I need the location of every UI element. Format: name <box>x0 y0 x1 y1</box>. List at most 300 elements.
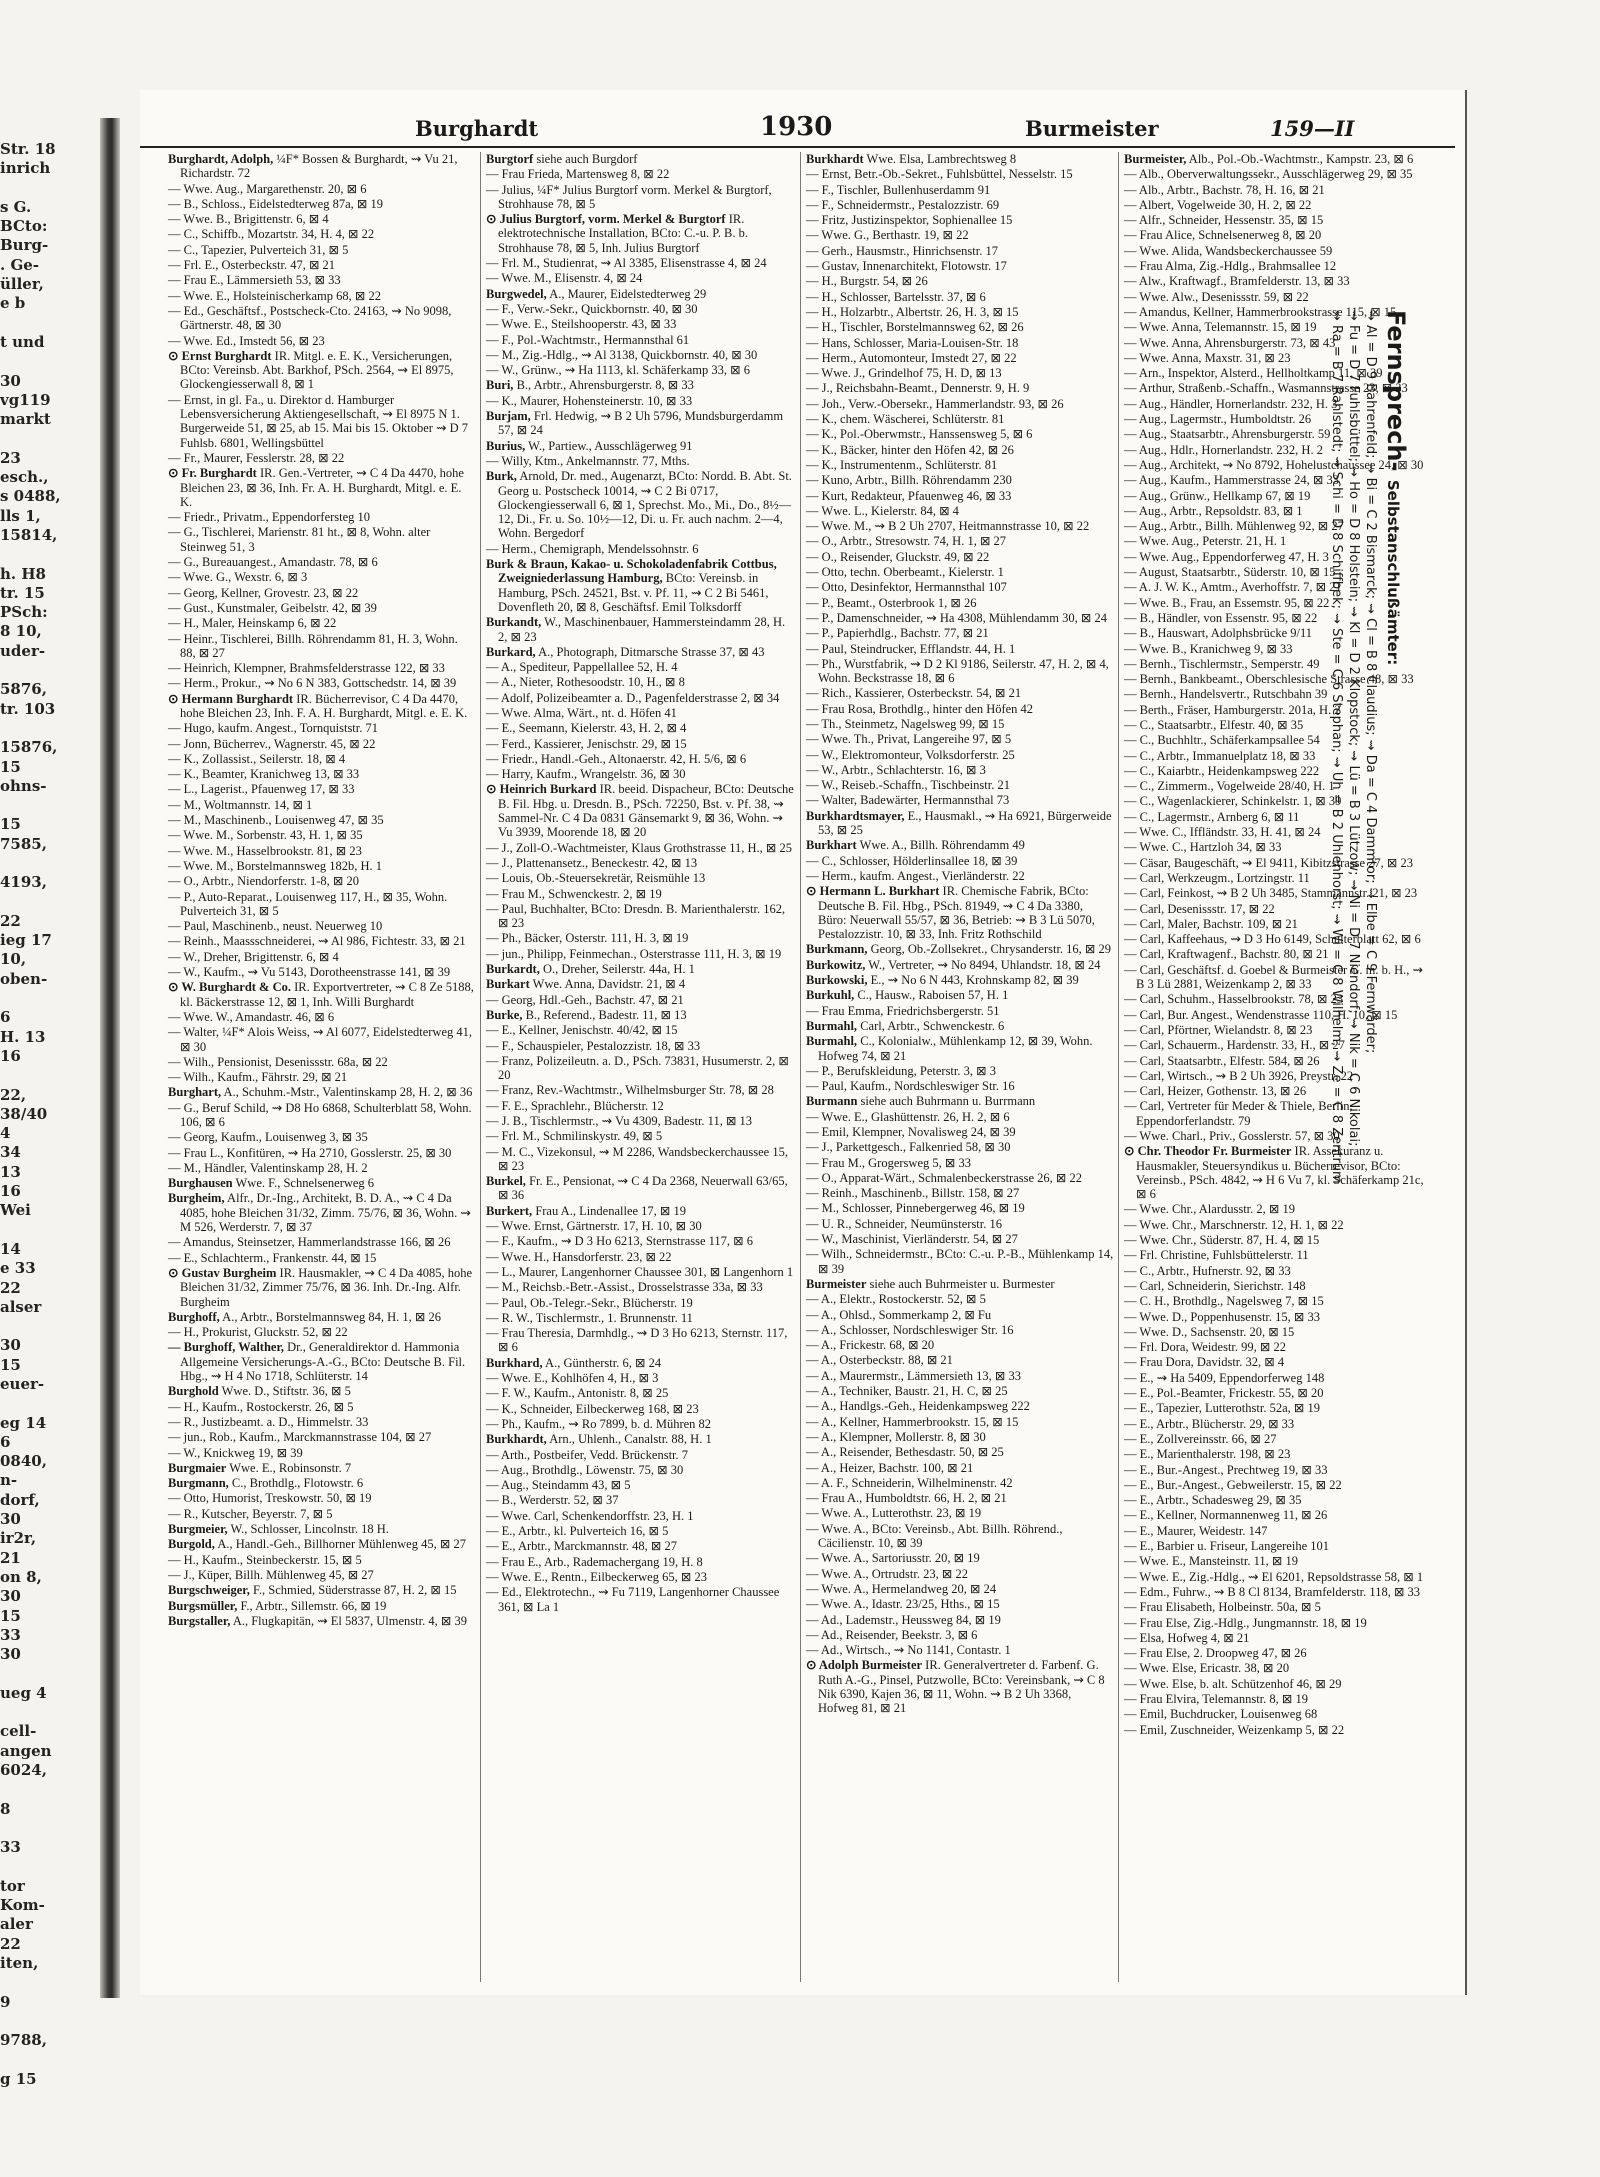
entry-details: — Fr., Maurer, Fesslerstr. 28, ⊠ 22 <box>168 450 345 465</box>
directory-entry <box>806 443 1114 457</box>
prev-page-fragment: 8 <box>0 1799 11 1818</box>
directory-entry <box>806 305 1114 319</box>
entry-details: C., Hausw., Raboisen 57, H. 1 <box>854 988 1009 1003</box>
entry-details: — Wwe. J., Grindelhof 75, H. D, ⊠ 13 <box>806 366 1002 381</box>
directory-entry <box>806 1430 1114 1444</box>
directory-entry <box>486 212 796 255</box>
directory-entry <box>806 1034 1114 1063</box>
entry-details: — E., ⇝ Ha 5409, Eppendorferweg 148 <box>1124 1370 1325 1385</box>
entry-name: Burgmann, <box>168 1476 229 1491</box>
entry-details: — C., Arbtr., Immanuelplatz 18, ⊠ 33 <box>1124 748 1316 763</box>
entry-details: C., Kolonialw., Mühlenkamp 12, ⊠ 39, Wohn. Hofweg 74, ⊠ 21 <box>818 1034 1093 1063</box>
directory-entry <box>1124 274 1434 288</box>
entry-details: — Wwe. E., Steilshooperstr. 43, ⊠ 33 <box>486 317 677 332</box>
directory-entry <box>806 565 1114 579</box>
entry-name: ⊙ Adolph Burmeister <box>806 1658 923 1673</box>
prev-page-fragment: e b <box>0 294 26 313</box>
prev-page-fragment: 30 <box>0 371 21 390</box>
prev-page-fragment: 10, <box>0 950 27 969</box>
previous-page-edge <box>0 140 96 2088</box>
entry-details: — A., Maurermstr., Lämmersieth 13, ⊠ 33 <box>806 1368 1021 1383</box>
entry-details: — M., Woltmannstr. 14, ⊠ 1 <box>168 797 313 812</box>
prev-page-fragment: ohns- <box>0 776 47 795</box>
prev-page-fragment: s 0488, <box>0 487 61 506</box>
entry-details: — B., Hauswart, Adolphsbrücke 9/11 <box>1124 626 1313 641</box>
directory-entry <box>1124 1616 1434 1630</box>
directory-entry <box>168 737 476 751</box>
entry-details: — J. B., Tischlermstr., ⇝ Vu 4309, Badestr. 11, ⊠ 13 <box>486 1114 753 1128</box>
entry-details: A., Flugkapitän, ⇝ El 5837, Ulmenstr. 4, ⊠ 39 <box>230 1613 467 1628</box>
directory-entry <box>168 1266 476 1309</box>
entry-details: Arn., Uhlenh., Canalstr. 88, H. 1 <box>546 1432 712 1447</box>
entry-details: — Carl, Schauerm., Hardenstr. 33, H., ⊠ 27 <box>1124 1038 1345 1053</box>
entry-details: — Wwe. B., Brigittenstr. 6, ⊠ 4 <box>168 212 329 227</box>
directory-entry <box>486 1234 796 1248</box>
prev-page-fragment <box>0 989 96 1008</box>
entry-name: ⊙ Ernst Burghardt <box>168 348 272 363</box>
directory-entry <box>806 198 1114 212</box>
directory-entry <box>486 1296 796 1310</box>
entry-details: Wwe. Anna, Davidstr. 21, ⊠ 4 <box>529 977 686 992</box>
entry-details: — A., Schlosser, Nordschleswiger Str. 16 <box>806 1322 1014 1337</box>
entry-details: — Wwe. W., Amandastr. 46, ⊠ 6 <box>168 1009 335 1024</box>
directory-entry <box>168 349 476 392</box>
entry-name: ⊙ Heinrich Burkard <box>486 782 597 797</box>
directory-entry <box>486 1417 796 1431</box>
directory-entry <box>486 1083 796 1097</box>
directory-entry <box>168 258 476 272</box>
directory-entry <box>486 767 796 781</box>
entry-details: — Wwe. M., Borstelmannsweg 182b, H. 1 <box>168 858 382 873</box>
prev-page-fragment: tr. 15 <box>0 583 45 602</box>
entry-name: Burkardt, <box>486 962 540 977</box>
entry-details: — F. W., Kaufm., Antonistr. 8, ⊠ 25 <box>486 1386 669 1401</box>
entry-details: Alfr., Dr.-Ing., Architekt, B. D. A., ⇝ C 4 Da 4085, hohe Bleichen 31/32, Zimm. 75/76, ⊠ 36, Wohn. ⇝ M 526, Werderstr. 7, ⊠ 37 <box>180 1191 471 1235</box>
entry-details: — Frau Dora, Davidstr. 32, ⊠ 4 <box>1124 1355 1285 1370</box>
directory-entry <box>168 1130 476 1144</box>
entry-details: — Friedr., Handl.-Geh., Altonaerstr. 42, H. 5/6, ⊠ 6 <box>486 751 747 766</box>
entry-details: — E., Schlachterm., Frankenstr. 44, ⊠ 15 <box>168 1250 377 1265</box>
directory-entry <box>806 1277 1114 1291</box>
directory-entry <box>806 1399 1114 1413</box>
directory-entry <box>806 1491 1114 1505</box>
directory-entry <box>806 167 1114 181</box>
prev-page-fragment: Burg- <box>0 236 49 255</box>
entry-details: W., Maschinenbauer, Hammersteindamm 28, H. 2, ⊠ 23 <box>498 615 786 644</box>
directory-entry <box>486 737 796 751</box>
directory-entry <box>806 244 1114 258</box>
directory-entry <box>486 1054 796 1083</box>
directory-entry <box>168 212 476 226</box>
entry-details: — H., Prokurist, Gluckstr. 52, ⊠ 22 <box>168 1325 348 1340</box>
entry-details: IR. Bücherrevisor, C 4 Da 4470, hohe Bleichen 23, Inh. F. A. H. Burghardt, Mitgl. e. E. K. <box>180 691 468 720</box>
legend-row: ⇝ Al = D 9 Bahrenfeld; ⇝ Bi = C 2 Bismarck; ⇝ Cl = B 8 Claudius; ⇝ Da = C 4 Dammtor; ⇝ Elbe = C 9 Fernwärder; <box>1363 310 1378 1054</box>
entry-name: Burgmaier <box>168 1460 227 1475</box>
entry-details: — W., Elektromonteur, Volksdorferstr. 25 <box>806 747 1015 762</box>
directory-entry <box>486 962 796 976</box>
entry-details: — Frau Elvira, Telemannstr. 8, ⊠ 19 <box>1124 1691 1308 1706</box>
directory-entry <box>1124 1447 1434 1461</box>
entry-details: — J., Küper, Billh. Mühlenweg 45, ⊠ 27 <box>168 1567 374 1582</box>
directory-entry <box>806 336 1114 350</box>
prev-page-fragment: 22 <box>0 911 21 930</box>
prev-page-fragment: alser <box>0 1297 42 1316</box>
directory-entry <box>806 1551 1114 1565</box>
prev-page-fragment: inrich <box>0 159 51 178</box>
entry-details: — F., Pol.-Wachtmstr., Hermannsthal 61 <box>486 332 690 347</box>
entry-name: Burghold <box>168 1384 219 1399</box>
directory-entry <box>1124 1478 1434 1492</box>
entry-details: IR. Generalvertreter d. Farbenf. G. Ruth A.-G., Pinsel, Putzwolle, BCto: Vereinsbank, ⇝ C 8 Nik 6390, Kajen 36, ⊠ 11, Wohn. ⇝ B 2 Uh 3368, Hofweg 81, ⊠ 21 <box>818 1658 1105 1716</box>
prev-page-fragment: eg 14 <box>0 1413 47 1432</box>
directory-entry <box>168 1025 476 1054</box>
prev-page-fragment: 38/40 <box>0 1104 48 1123</box>
directory-entry <box>806 1353 1114 1367</box>
directory-entry <box>1124 1631 1434 1645</box>
directory-entry <box>806 809 1114 838</box>
directory-entry <box>168 950 476 964</box>
directory-entry <box>806 973 1114 987</box>
entry-details: — Herm., Prokur., ⇝ No 6 N 383, Gottschedstr. 14, ⊠ 39 <box>168 676 457 691</box>
header-page-number: 159—II <box>1270 116 1355 141</box>
entry-details: — K., Schneider, Eilbeckerweg 168, ⊠ 23 <box>486 1401 699 1416</box>
entry-details: — Gust., Kunstmaler, Geibelstr. 42, ⊠ 39 <box>168 600 377 615</box>
entry-details: Georg, Ob.-Zollsekret., Chrysanderstr. 16, ⊠ 29 <box>867 942 1112 957</box>
prev-page-fragment: Wei <box>0 1201 31 1220</box>
entry-details: — C., Arbtr., Hufnerstr. 92, ⊠ 33 <box>1124 1263 1291 1278</box>
directory-entry <box>486 1265 796 1279</box>
entry-details: A., Arbtr., Borstelmannsweg 84, H. 1, ⊠ 26 <box>219 1309 441 1324</box>
entry-details: — Amandus, Steinsetzer, Hammerlandstrasse 166, ⊠ 26 <box>168 1235 451 1250</box>
entry-details: — Wwe. B., Frau, an Essemstr. 95, ⊠ 22 <box>1124 595 1330 610</box>
entry-details: IR. Gen.-Vertreter, ⇝ C 4 Da 4470, hohe Bleichen 23, ⊠ 36, Inh. Fr. A. H. Burghardt, Mitgl. e. E. K. <box>180 466 464 509</box>
directory-entry <box>486 1448 796 1462</box>
directory-entry <box>168 510 476 524</box>
directory-entry <box>1124 244 1434 258</box>
entry-details: — Rich., Kassierer, Osterbeckstr. 54, ⊠ 21 <box>806 686 1022 701</box>
entry-details: — K., Pol.-Oberwmstr., Hanssensweg 5, ⊠ 6 <box>806 427 1033 442</box>
entry-details: — Aug., Arbtr., Repsoldstr. 83, ⊠ 1 <box>1124 503 1303 518</box>
entry-details: — Aug., Händler, Hornerlandstr. 232, H. 3 <box>1124 396 1338 411</box>
directory-entry <box>486 542 796 556</box>
prev-page-fragment: 15 <box>0 1355 21 1374</box>
entry-details: IR. Chemische Fabrik, BCto: Deutsche B. Fil. Hbg., PSch. 81949, ⇝ C 4 Da 3380, Büro: Neuerwall 55/57, ⊠ 36, Betrieb: ⇝ B 3 Lü 5070, Pestalozzistr. 10, ⊠ 33, Inh. Fritz Rothschild <box>818 884 1095 942</box>
directory-entry <box>1124 183 1434 197</box>
entry-details: — Ed., Geschäftsf., Postscheck-Cto. 24163, ⇝ No 9098, Gärtnerstr. 48, ⊠ 30 <box>168 303 452 333</box>
entry-details: Wwe. E., Robinsonstr. 7 <box>226 1460 352 1475</box>
entry-details: — Frau Elisabeth, Holbeinstr. 50a, ⊠ 5 <box>1124 1600 1321 1615</box>
entry-details: — M., Händler, Valentinskamp 28, H. 2 <box>168 1160 368 1175</box>
directory-entry <box>168 1461 476 1475</box>
directory-entry <box>806 1004 1114 1018</box>
entry-name: ⊙ Julius Burgtorf, vorm. Merkel & Burgtorf <box>486 212 726 227</box>
directory-entry <box>168 1583 476 1597</box>
entry-details: — K., chem. Wäscherei, Schlüterstr. 81 <box>806 412 1005 427</box>
directory-entry <box>168 661 476 675</box>
entry-details: — Th., Steinmetz, Nagelsweg 99, ⊠ 15 <box>806 716 1005 731</box>
directory-entry <box>806 397 1114 411</box>
entry-details: Dr., Generaldirektor d. Hammonia Allgemeine Versicherungs-A.-G., BCto: Deutsche B. Fil. Hbg., ⇝ H 4 No 1718, Schlüterstr. 14 <box>180 1340 466 1384</box>
entry-details: — Frau A., Humboldtstr. 66, H. 2, ⊠ 21 <box>806 1491 1007 1506</box>
directory-entry <box>168 393 476 450</box>
entry-details: — Wwe. Anna, Ahrensburgerstr. 73, ⊠ 43 <box>1124 335 1336 350</box>
entry-details: — August, Staatsarbtr., Süderstr. 10, ⊠ 15 <box>1124 565 1336 580</box>
directory-entry <box>806 580 1114 594</box>
directory-entry <box>806 838 1114 852</box>
entry-details: — Aug., Grünw., Hellkamp 67, ⊠ 19 <box>1124 488 1311 503</box>
directory-entry <box>168 1340 476 1383</box>
entry-details: — Carl, Werkzeugm., Lortzingstr. 11 <box>1124 870 1310 885</box>
entry-details: — Wwe. G., Wexstr. 6, ⊠ 3 <box>168 570 308 585</box>
directory-entry <box>806 942 1114 956</box>
directory-entry <box>168 934 476 948</box>
entry-name: Burkowitz, <box>806 957 866 972</box>
directory-entry <box>806 1597 1114 1611</box>
prev-page-fragment: PSch: <box>0 603 48 622</box>
prev-page-fragment <box>0 179 96 198</box>
entry-details: — C., Lagermstr., Arnberg 6, ⊠ 11 <box>1124 809 1300 824</box>
prev-page-fragment: 30 <box>0 1587 21 1606</box>
entry-details: Frau A., Lindenallee 17, ⊠ 19 <box>532 1203 687 1218</box>
entry-details: A., Photograph, Ditmarsche Strasse 37, ⊠ 43 <box>535 644 765 659</box>
entry-details: — Aug., Hdlr., Hornerlandstr. 232, H. 2 <box>1124 442 1323 457</box>
entry-details: — E., Barbier u. Friseur, Langereihe 101 <box>1124 1539 1329 1554</box>
entry-details: — C., Tapezier, Pulverteich 31, ⊠ 5 <box>168 242 349 257</box>
entry-details: — Frau Emma, Friedrichsbergerstr. 51 <box>806 1003 1000 1018</box>
entry-details: Fr. E., Pensionat, ⇝ C 4 Da 2368, Neuerwall 63/65, ⊠ 36 <box>498 1174 788 1203</box>
entry-details: Wwe. F., Schnelsenerweg 6 <box>232 1176 375 1191</box>
column-divider <box>480 152 481 1982</box>
entry-details: — A., Frickestr. 68, ⊠ 20 <box>806 1338 935 1353</box>
entry-details: — Ernst, in gl. Fa., u. Direktor d. Hamburger Lebensversicherung Aktiengesellschaft, ⇝ El 8975 N 1. Burgerweide 51, ⊠ 25, ab 15. Mai bis 15. Oktober ⇝ D 7 Fuhlsb. 6801, Wellingsbüttel <box>168 392 469 450</box>
directory-entry <box>806 1140 1114 1154</box>
entry-details: — E., Arbtr., Blücherstr. 29, ⊠ 33 <box>1124 1416 1295 1431</box>
directory-entry <box>806 290 1114 304</box>
entry-details: — Wwe. C., Hartzloh 34, ⊠ 33 <box>1124 840 1282 855</box>
directory-entry <box>1124 213 1434 227</box>
directory-entry <box>168 828 476 842</box>
entry-details: — Aug., Lagermstr., Humboldtstr. 26 <box>1124 412 1312 427</box>
entry-details: siehe auch Burgdorf <box>533 152 638 166</box>
entry-name: ⊙ Hermann Burghardt <box>168 691 294 706</box>
entry-details: — F., Kaufm., ⇝ D 3 Ho 6213, Sternstrasse 117, ⊠ 6 <box>486 1234 754 1249</box>
directory-entry <box>806 778 1114 792</box>
entry-details: — H., Schlosser, Bartelsstr. 37, ⊠ 6 <box>806 289 986 304</box>
directory-entry <box>168 289 476 303</box>
prev-page-fragment: dorf, <box>0 1490 40 1509</box>
entry-details: — Ernst, Betr.-Ob.-Sekret., Fuhlsbüttel, Nesselstr. 15 <box>806 167 1073 182</box>
prev-page-fragment: e 33 <box>0 1259 36 1278</box>
prev-page-fragment: 13 <box>0 1162 21 1181</box>
entry-details: — Wwe. Chr., Süderstr. 87, H. 4, ⊠ 15 <box>1124 1233 1320 1248</box>
entry-details: — Wwe. Aug., Eppendorferweg 47, H. 3 <box>1124 549 1329 564</box>
entry-name: Burkard, <box>486 644 536 659</box>
entry-details: — Frl. Dora, Weidestr. 99, ⊠ 22 <box>1124 1340 1286 1355</box>
directory-entry <box>1124 1554 1434 1568</box>
prev-page-fragment: s G. <box>0 197 32 216</box>
directory-entry <box>806 1582 1114 1596</box>
entry-details: C., Brothdlg., Flotowstr. 6 <box>228 1476 364 1491</box>
entry-name: Burkhardt <box>806 152 864 166</box>
entry-details: Arnold, Dr. med., Augenarzt, BCto: Nordd. B. Abt. St. Georg u. Postscheck 10014, ⇝ C 2 Bi 0717, Glockengiesserwall 6, ⊠ 1, Sprechst. Mo., Mi., Do., 8½—12, Di., Fr. u. So. 10½—12, Di. u. Fr. auch nachm. 2—4, Wohn. Bergedorf <box>498 469 792 541</box>
entry-details: — Aug., Steindamm 43, ⊠ 5 <box>486 1478 631 1493</box>
directory-entry <box>486 706 796 720</box>
entry-details: — Reinh., Maschinenb., Billstr. 158, ⊠ 27 <box>806 1186 1020 1201</box>
entry-name: Burgmeier, <box>168 1522 228 1537</box>
directory-entry <box>168 182 476 196</box>
column-divider <box>1118 152 1119 1982</box>
entry-details: F., Schmied, Süderstrasse 87, H. 2, ⊠ 15 <box>249 1583 457 1598</box>
entry-details: — Wilh., Kaufm., Fährstr. 29, ⊠ 21 <box>168 1070 348 1085</box>
entry-details: — Frau L., Konfitüren, ⇝ Ha 2710, Gosslerstr. 25, ⊠ 30 <box>168 1145 452 1160</box>
entry-details: — H., Kaufm., Steinbeckerstr. 15, ⊠ 5 <box>168 1552 362 1567</box>
entry-details: — O., Arbtr., Stresowstr. 74, H. 1, ⊠ 27 <box>806 534 1007 549</box>
directory-entry <box>806 702 1114 716</box>
entry-details: — Otto, Humorist, Treskowstr. 50, ⊠ 19 <box>168 1491 372 1506</box>
entry-details: IR. Mitgl. e. E. K., Versicherungen, BCto: Vereinsb. Abt. Barkhof, PSch. 2564, ⇝ El 8975, Glockengiesserwall 8, ⊠ 1 <box>180 348 454 392</box>
directory-entry <box>168 1476 476 1490</box>
entry-details: — Harry, Kaufm., Wrangelstr. 36, ⊠ 30 <box>486 767 686 782</box>
prev-page-fragment <box>0 1819 96 1838</box>
entry-name: Burkel, <box>486 1174 526 1189</box>
directory-entry <box>1124 1371 1434 1385</box>
entry-details: — F., Tischler, Bullenhuserdamm 91 <box>806 182 991 197</box>
entry-details: — Arn., Inspektor, Alsterd., Hellholtkamp 11, ⊠ 39 <box>1124 366 1383 381</box>
entry-details: — H., Burgstr. 54, ⊠ 26 <box>806 274 928 289</box>
entry-details: — Wwe. E., Kohlhöfen 4, H., ⊠ 3 <box>486 1371 659 1386</box>
entry-details: siehe auch Buhrmeister u. Burmester <box>866 1276 1055 1291</box>
directory-entry <box>168 197 476 211</box>
entry-details: O., Dreher, Seilerstr. 44a, H. 1 <box>539 962 695 977</box>
directory-entry <box>806 1369 1114 1383</box>
entry-details: — Wwe. C., Iffländstr. 33, H. 41, ⊠ 24 <box>1124 825 1321 840</box>
directory-entry <box>486 439 796 453</box>
directory-entry <box>486 1250 796 1264</box>
entry-details: Alb., Pol.-Ob.-Wachtmstr., Kampstr. 23, ⊠ 6 <box>1186 152 1414 166</box>
directory-entry <box>486 1570 796 1584</box>
prev-page-fragment: 6 <box>0 1008 11 1027</box>
directory-entry <box>1124 1707 1434 1721</box>
entry-details: — Wwe. E., Holsteinischerkamp 68, ⊠ 22 <box>168 288 381 303</box>
entry-details: — Bernh., Tischlermstr., Semperstr. 49 <box>1124 656 1320 671</box>
directory-entry <box>806 793 1114 807</box>
entry-details: — Carl, Desenissstr. 17, ⊠ 22 <box>1124 901 1275 916</box>
prev-page-fragment <box>0 796 96 815</box>
entry-details: — Ad., Reisender, Beekstr. 3, ⊠ 6 <box>806 1627 978 1642</box>
entry-details: — Herm., kaufm. Angest., Vierländerstr. 22 <box>806 868 1025 883</box>
entry-details: — Alfr., Schneider, Hessenstr. 35, ⊠ 15 <box>1124 213 1324 228</box>
entry-details: — Carl, Heizer, Gothenstr. 13, ⊠ 26 <box>1124 1084 1307 1099</box>
entry-details: — Reinh., Maassschneiderei, ⇝ Al 986, Fichtestr. 33, ⊠ 21 <box>168 934 466 949</box>
entry-details: — F., Schneidermstr., Pestalozzistr. 69 <box>806 197 1000 212</box>
entry-name: ⊙ W. Burghardt & Co. <box>168 980 291 995</box>
prev-page-fragment: n- <box>0 1471 18 1490</box>
directory-entry <box>168 525 476 554</box>
directory-entry <box>168 466 476 509</box>
header-first-name: Burghardt <box>415 116 539 141</box>
entry-details: — B., Werderstr. 52, ⊠ 37 <box>486 1493 619 1508</box>
prev-page-fragment <box>0 1973 96 1992</box>
directory-entry <box>806 657 1114 686</box>
directory-entry <box>806 732 1114 746</box>
directory-entry <box>806 626 1114 640</box>
entry-details: IR. Assekuranz u. Hausmakler, Steuersyndikus u. Bücherrevisor, BCto: Vereinsb., PSch. 4842, ⇝ H 6 Vu 7, kl. Schäferkamp 21c, ⊠ 6 <box>1136 1144 1424 1202</box>
entry-details: — Frau E., Lämmersieth 53, ⊠ 33 <box>168 273 341 288</box>
directory-entry <box>806 274 1114 288</box>
directory-entry <box>806 458 1114 472</box>
directory-entry <box>486 1039 796 1053</box>
entry-details: — E., Kellner, Jenischstr. 40/42, ⊠ 15 <box>486 1023 678 1038</box>
directory-entry <box>168 767 476 781</box>
directory-entry <box>1124 259 1434 273</box>
entry-details: — G., Bureauangest., Amandastr. 78, ⊠ 6 <box>168 555 378 570</box>
entry-details: — Alb., Arbtr., Bachstr. 78, H. 16, ⊠ 21 <box>1124 182 1325 197</box>
entry-details: — E., Bur.-Angest., Prechtweg 19, ⊠ 33 <box>1124 1462 1328 1477</box>
directory-entry <box>486 1555 796 1569</box>
directory-entry <box>806 1110 1114 1124</box>
directory-entry <box>806 854 1114 868</box>
prev-page-fragment: g 15 <box>0 2069 37 2088</box>
directory-entry <box>806 1522 1114 1551</box>
directory-entry <box>168 919 476 933</box>
entry-details: — Aug., Arbtr., Billh. Mühlenweg 92, ⊠ 27 <box>1124 519 1344 534</box>
column-1 <box>168 152 476 1982</box>
entry-details: E., ⇝ No 6 N 443, Krohnskamp 82, ⊠ 39 <box>867 973 1079 988</box>
directory-entry <box>486 469 796 540</box>
entry-details: — H., Holzarbtr., Albertstr. 26, H. 3, ⊠ 15 <box>806 304 1019 319</box>
entry-details: — Wwe. M., Sorbenstr. 43, H. 1, ⊠ 35 <box>168 828 363 843</box>
directory-entry <box>1124 1723 1434 1737</box>
entry-details: — Wwe. Alw., Desenissstr. 59, ⊠ 22 <box>1124 289 1309 304</box>
entry-details: — K., Beamter, Kranichweg 13, ⊠ 33 <box>168 767 360 782</box>
directory-entry <box>806 1247 1114 1276</box>
entry-details: — Wilh., Schneidermstr., BCto: C.-u. P.-B., Mühlenkamp 14, ⊠ 39 <box>806 1247 1114 1276</box>
directory-entry <box>806 1292 1114 1306</box>
directory-entry <box>486 302 796 316</box>
entry-details: — U. R., Schneider, Neumünsterstr. 16 <box>806 1216 1003 1231</box>
prev-page-fragment <box>0 429 96 448</box>
entry-details: — Wwe. E., Mansteinstr. 11, ⊠ 19 <box>1124 1554 1298 1569</box>
directory-entry <box>806 1079 1114 1093</box>
entry-name: Burgwedel, <box>486 286 547 301</box>
entry-details: — Fritz, Justizinspektor, Sophienallee 15 <box>806 213 1013 228</box>
entry-details: — Carl, Vertreter für Meder & Thiele, Berlin, Eppendorferlandstr. 79 <box>1124 1099 1353 1128</box>
directory-entry <box>168 1599 476 1613</box>
prev-page-fragment: 16 <box>0 1046 21 1065</box>
entry-name: Burkhard, <box>486 1355 543 1370</box>
directory-entry <box>806 763 1114 777</box>
prev-page-fragment: tr. 103 <box>0 699 56 718</box>
prev-page-fragment: ueg 4 <box>0 1683 47 1702</box>
entry-details: — Paul, Kaufm., Nordschleswiger Str. 16 <box>806 1079 1015 1094</box>
entry-details: — J., Plattenansetz., Beneckestr. 42, ⊠ 13 <box>486 855 698 870</box>
prev-page-fragment: 8 10, <box>0 622 42 641</box>
entry-details: — Wwe. H., Hansdorferstr. 23, ⊠ 22 <box>486 1249 672 1264</box>
entry-details: — Wwe. E., Rentn., Eilbeckerweg 65, ⊠ 23 <box>486 1569 707 1584</box>
entry-details: — Wwe. D., Sachsenstr. 20, ⊠ 15 <box>1124 1324 1295 1339</box>
entry-name: Burghart, <box>168 1085 222 1100</box>
directory-entry <box>806 596 1114 610</box>
entry-details: — Wwe. A., Sartoriusstr. 20, ⊠ 19 <box>806 1551 980 1566</box>
directory-entry <box>168 1191 476 1234</box>
entry-details: — M. C., Vizekonsul, ⇝ M 2286, Wandsbeckerchaussee 15, ⊠ 23 <box>486 1144 788 1173</box>
entry-details: A., Schuhm.-Mstr., Valentinskamp 28, H. 2, ⊠ 36 <box>221 1085 473 1100</box>
directory-entry <box>1124 167 1434 181</box>
directory-entry <box>486 1114 796 1128</box>
entry-details: — Emil, Zuschneider, Weizenkamp 5, ⊠ 22 <box>1124 1722 1345 1737</box>
entry-name: Burjam, <box>486 409 531 424</box>
directory-entry <box>806 1201 1114 1215</box>
